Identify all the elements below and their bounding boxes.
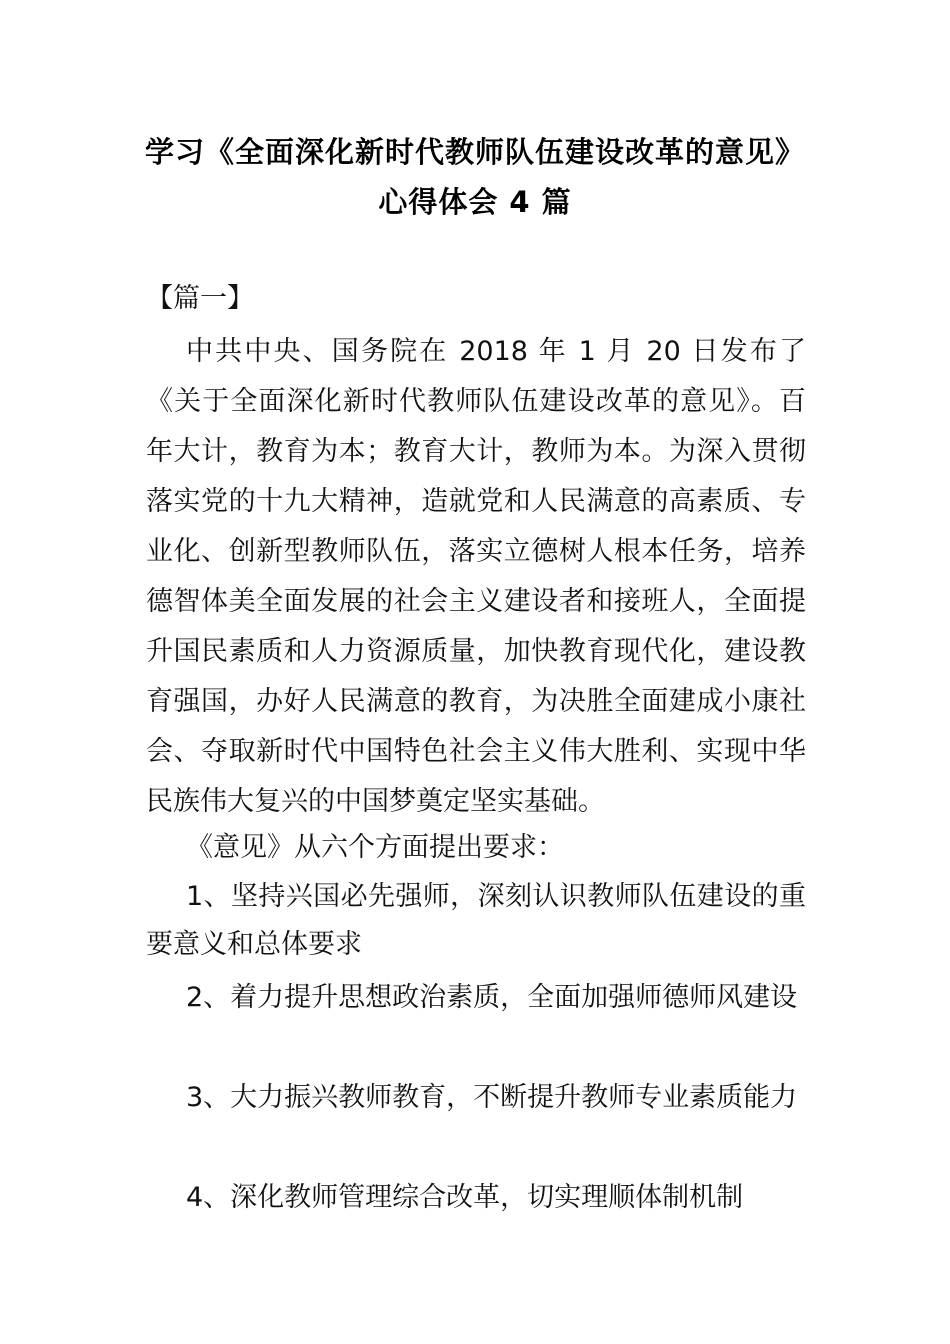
requirement-item-4: 4、深化教师管理综合改革，切实理顺体制机制 — [186, 1182, 744, 1213]
intro-paragraph: 中共中央、国务院在 2018 年 1 月 20 日发布了《关于全面深化新时代教师队伍建设改革的意见》。百年大计，教育为本；教育大计，教师为本。为深入贯彻落实党的十九大精神，造就党和人民满意的高素质、专业化、创新型教师队伍，落实立德树人根本任务，培养德智体美全面发展的社会主义建设者和接班人，全面提升国民素质和人力资源质量，加快教育现代化，建设教育强国，办好人民满意的教育，为决胜全面建成小康社会、夺取新时代中国特色社会主义伟大胜利、实现中华民族伟大复兴的中国梦奠定坚实基础。 — [146, 336, 806, 817]
section-label: 【篇一】 — [146, 283, 254, 314]
requirement-item-3: 3、大力振兴教师教育，不断提升教师专业素质能力 — [186, 1082, 798, 1113]
requirement-item-2: 2、着力提升思想政治素质，全面加强师德师风建设 — [186, 982, 798, 1013]
requirements-intro-paragraph: 《意见》从六个方面提出要求： — [186, 832, 564, 863]
document-title-line-2: 心得体会 4 篇 — [378, 185, 572, 219]
document-title-line-1: 学习《全面深化新时代教师队伍建设改革的意见》 — [144, 135, 805, 169]
requirement-item-1: 1、坚持兴国必先强师，深刻认识教师队伍建设的重要意义和总体要求 — [146, 881, 806, 960]
